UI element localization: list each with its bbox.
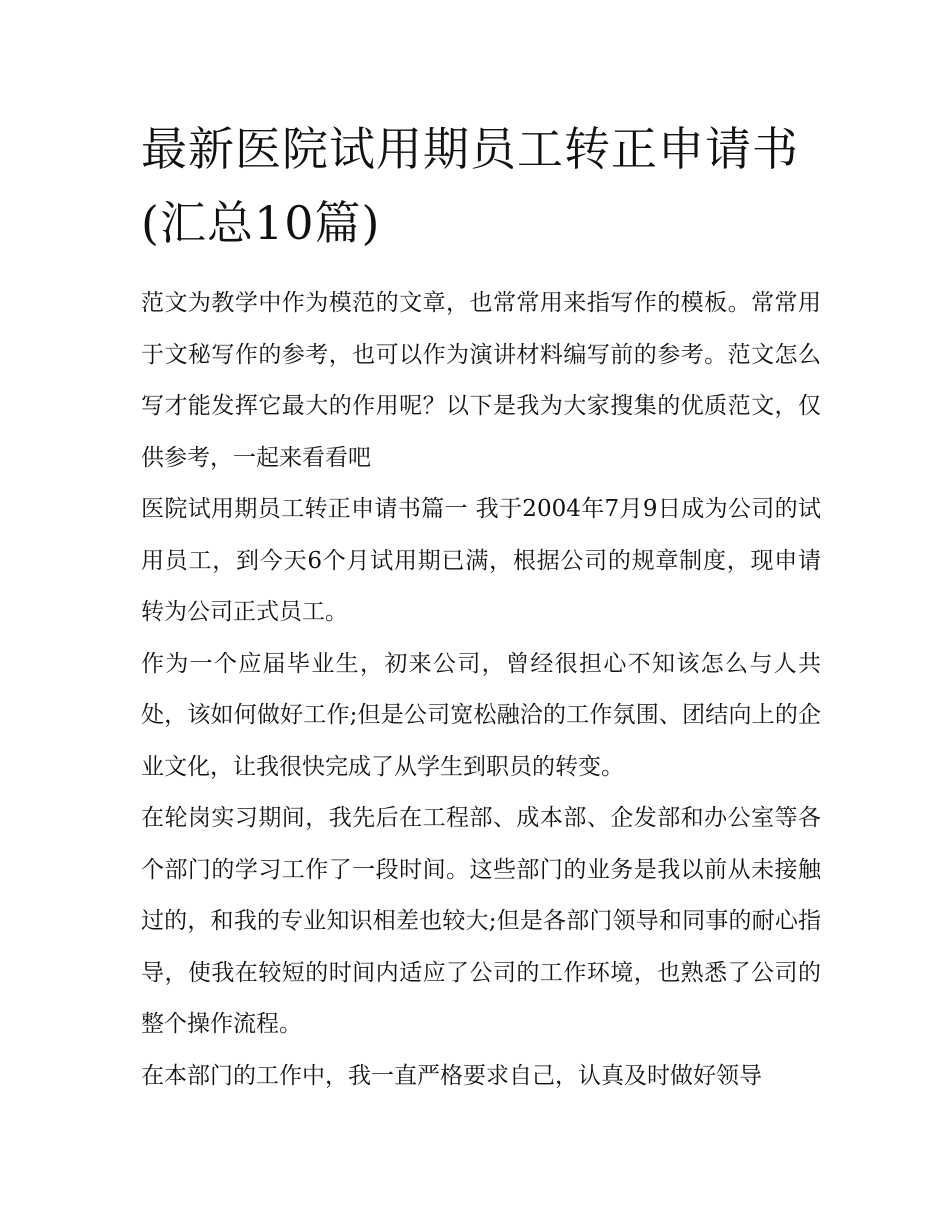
body-paragraph: 作为一个应届毕业生，初来公司，曾经很担心不知该怎么与人共处，该如何做好工作;但是公司宽松融洽的工作氛围、团结向上的企业文化，让我很快完成了从学生到职员的转变。 [141,650,821,780]
body-paragraph: 在本部门的工作中，我一直严格要求自己，认真及时做好领导 [141,1062,762,1089]
document-body [141,278,821,1102]
intro-paragraph: 范文为教学中作为模范的文章，也常常用来指写作的模板。常常用于文秘写作的参考，也可以作为演讲材料编写前的参考。范文怎么写才能发挥它最大的作用呢？以下是我为大家搜集的优质范文，仅供参考，一起来看看吧 [141,290,821,471]
body-paragraph: 在轮岗实习期间，我先后在工程部、成本部、企发部和办公室等各个部门的学习工作了一段时间。这些部门的业务是我以前从未接触过的，和我的专业知识相差也较大;但是各部门领导和同事的耐心指导，使我在较短的时间内适应了公司的工作环境，也熟悉了公司的整个操作流程。 [141,805,821,1037]
body-paragraph: 医院试用期员工转正申请书篇一 我于2004年7月9日成为公司的试用员工，到今天6个月试用期已满，根据公司的规章制度，现申请转为公司正式员工。 [141,496,821,625]
document-title: 最新医院试用期员工转正申请书(汇总10篇) [141,122,799,250]
